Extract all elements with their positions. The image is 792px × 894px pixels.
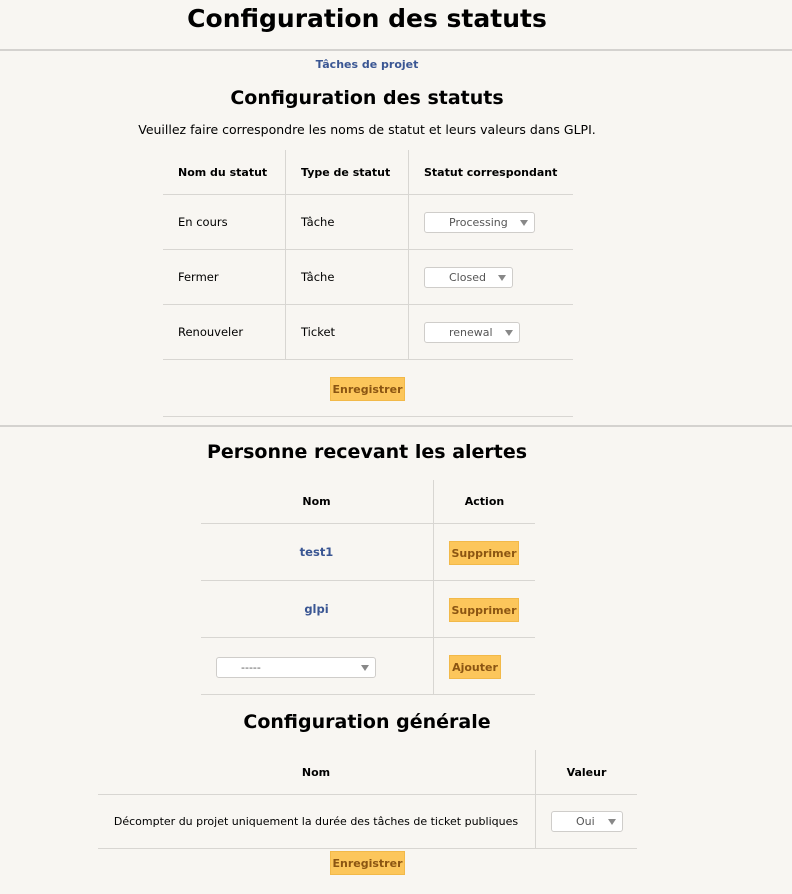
column-header-action: Action bbox=[464, 495, 505, 508]
alerts-section-title: Personne recevant les alertes bbox=[206, 441, 528, 463]
mapped-status-select[interactable] bbox=[424, 267, 513, 288]
select-value: Closed bbox=[449, 271, 486, 284]
recipient-select[interactable] bbox=[216, 657, 376, 678]
column-divider bbox=[408, 150, 409, 359]
header-divider bbox=[0, 49, 792, 51]
status-row-name: Fermer bbox=[178, 270, 219, 284]
tab-taches-de-projet[interactable]: Tâches de projet bbox=[315, 58, 419, 71]
row-divider bbox=[163, 359, 573, 360]
column-header-value: Valeur bbox=[566, 765, 607, 779]
chevron-down-icon bbox=[608, 819, 616, 825]
table-bottom-divider bbox=[163, 416, 573, 417]
column-header-mapped-status: Statut correspondant bbox=[424, 165, 558, 179]
add-recipient-button[interactable]: Ajouter bbox=[449, 655, 501, 679]
recipient-link[interactable]: test1 bbox=[299, 545, 334, 559]
save-status-button[interactable]: Enregistrer bbox=[330, 377, 405, 401]
mapped-status-select[interactable] bbox=[424, 322, 520, 343]
select-value: ----- bbox=[241, 661, 261, 674]
row-divider bbox=[201, 694, 535, 695]
alert-recipient-row bbox=[201, 524, 432, 580]
setting-label: Décompter du projet uniquement la durée des tâches de ticket publiques bbox=[113, 815, 519, 828]
column-header-status-name: Nom du statut bbox=[178, 165, 268, 179]
delete-recipient-button[interactable]: Supprimer bbox=[449, 541, 519, 565]
status-row-name: Renouveler bbox=[178, 325, 244, 339]
row-divider bbox=[201, 637, 535, 638]
setting-value-select[interactable] bbox=[551, 811, 623, 832]
select-value: Processing bbox=[449, 216, 508, 229]
column-header-name: Nom bbox=[302, 495, 331, 508]
column-divider bbox=[433, 480, 434, 694]
chevron-down-icon bbox=[520, 220, 528, 226]
recipient-link[interactable]: glpi bbox=[304, 602, 329, 616]
save-general-button[interactable]: Enregistrer bbox=[330, 851, 405, 875]
column-header-status-type: Type de statut bbox=[301, 165, 391, 179]
status-intro-text: Veuillez faire correspondre les noms de statut et leurs valeurs dans GLPI. bbox=[138, 122, 596, 137]
status-row-name: En cours bbox=[178, 215, 228, 229]
row-divider bbox=[98, 848, 637, 849]
delete-recipient-button[interactable]: Supprimer bbox=[449, 598, 519, 622]
chevron-down-icon bbox=[498, 275, 506, 281]
page-title: Configuration des statuts bbox=[187, 4, 547, 33]
section-divider bbox=[0, 425, 792, 427]
status-row-type: Ticket bbox=[301, 325, 336, 339]
select-value: renewal bbox=[449, 326, 493, 339]
select-value: Oui bbox=[576, 815, 595, 828]
general-section-title: Configuration générale bbox=[243, 711, 491, 733]
status-row-type: Tâche bbox=[301, 270, 335, 284]
column-header-name: Nom bbox=[301, 765, 331, 779]
mapped-status-select[interactable] bbox=[424, 212, 535, 233]
status-row-type: Tâche bbox=[301, 215, 335, 229]
chevron-down-icon bbox=[505, 330, 513, 336]
column-divider bbox=[535, 750, 536, 848]
chevron-down-icon bbox=[361, 665, 369, 671]
column-divider bbox=[285, 150, 286, 359]
status-section-title: Configuration des statuts bbox=[230, 87, 504, 109]
alert-recipient-row bbox=[201, 581, 432, 637]
